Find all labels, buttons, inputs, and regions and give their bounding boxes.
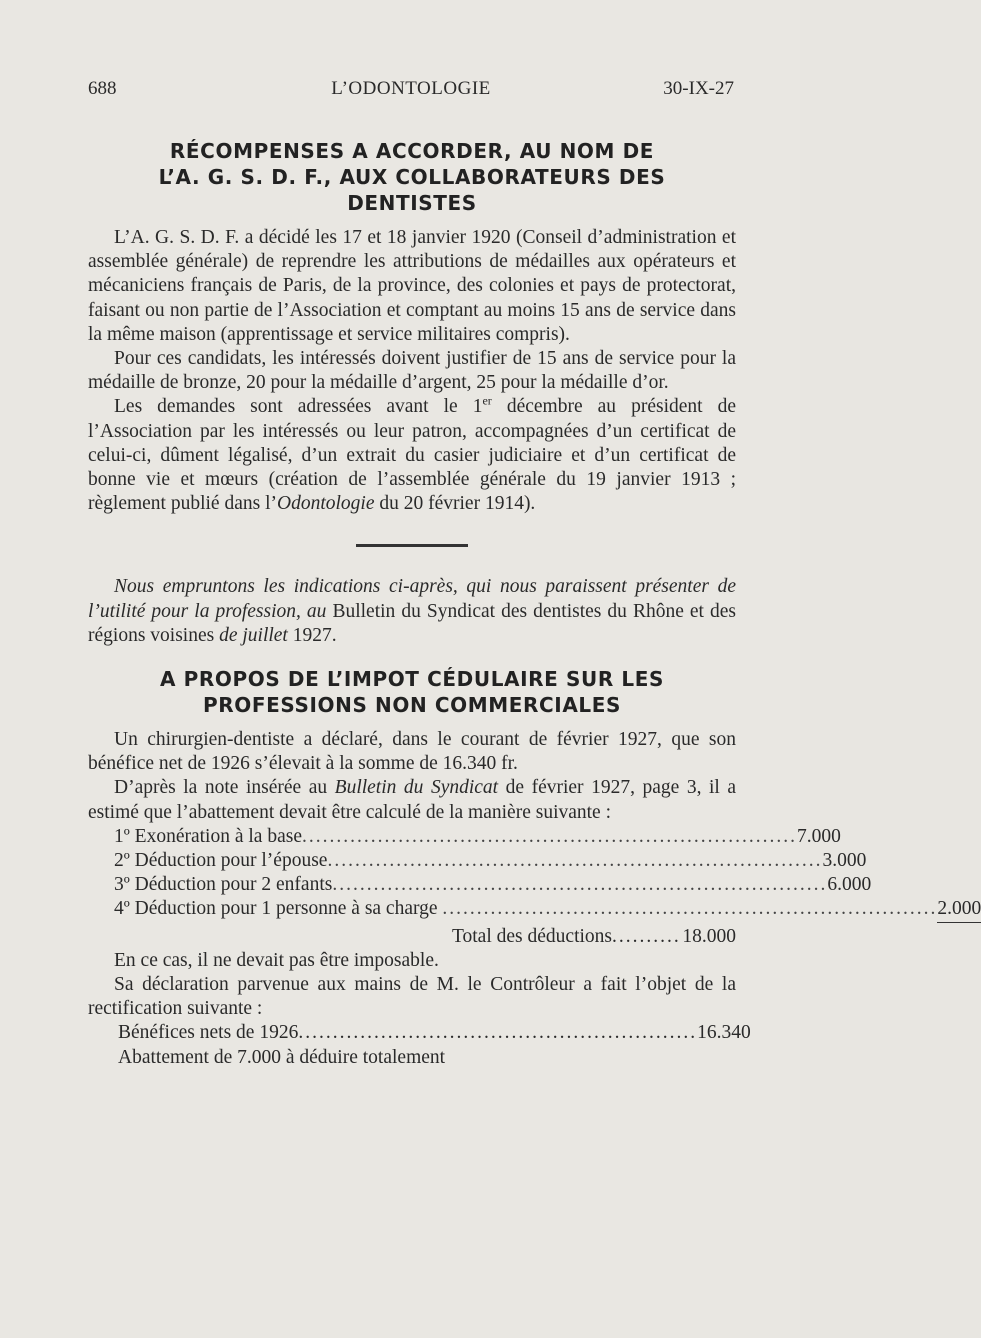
text-run: Bulletin du Syndicat des dentistes du Rhône et des régions voisines — [88, 600, 736, 646]
title-line: RÉCOMPENSES A ACCORDER, AU NOM DE — [169, 139, 655, 163]
total-row — [88, 925, 736, 949]
editorial-intro — [88, 575, 736, 648]
deduction-row — [88, 825, 841, 849]
text-run: D’après la note insérée au — [114, 777, 335, 799]
benefit-row — [88, 1021, 751, 1045]
benefit-value: 16.340 — [697, 1022, 751, 1044]
deduction-row — [88, 873, 872, 897]
issue-date: 30-IX-27 — [663, 78, 734, 99]
paragraph: En ce cas, il ne devait pas être imposable. — [114, 949, 439, 971]
deduction-label: 3º Déduction pour 2 enfants — [114, 874, 333, 896]
deduction-row — [88, 897, 981, 922]
deduction-label: 4º Déduction pour 1 personne à sa charge — [114, 898, 443, 920]
title-line: L’A. G. S. D. F., AUX COLLABORATEURS DES — [158, 165, 666, 189]
italic-run: Odontologie — [276, 493, 375, 515]
italic-run: Bulletin du Syndicat — [334, 777, 499, 799]
deduction-label: 2º Déduction pour l’épouse — [114, 850, 328, 872]
running-header — [88, 78, 734, 104]
italic-run: Nous empruntons les indications ci-après, qui nous paraissent présenter de l’utilité pour la profession, au — [88, 576, 736, 622]
deduction-value: 2.000 — [937, 897, 981, 922]
leader-dots: .......................................................... — [298, 1022, 698, 1044]
paragraph — [88, 395, 736, 516]
title-line: A PROPOS DE L’IMPOT CÉDULAIRE SUR LES — [160, 667, 664, 692]
text-run: Les demandes sont adressées avant le 1 — [114, 396, 483, 418]
section-title-awards — [88, 138, 736, 216]
total-value: 18.000 — [682, 925, 736, 947]
deduction-value: 7.000 — [796, 825, 841, 847]
leader-dots: ........................................................................ — [332, 874, 828, 896]
paragraph — [88, 776, 736, 824]
paragraph: L’A. G. S. D. F. a décidé les 17 et 18 janvier 1920 (Conseil d’administration et assemblée générale) de reprendre les attributions de médailles aux opérateurs et mécaniciens français de Paris, de la province, des colonies et pays de protectorat, faisant ou non partie de l’Association et comptant au moins 15 ans de service dans la même maison (apprentissage et service militaires compris). — [88, 227, 736, 345]
journal-title: L’ODONTOLOGIE — [331, 78, 491, 99]
leader-dots: .......... — [612, 925, 681, 947]
benefit-label: Bénéfices nets de 1926 — [118, 1022, 299, 1044]
leader-dots: ........................................................................ — [442, 898, 938, 920]
deduction-list — [88, 825, 981, 949]
section-divider — [356, 544, 468, 547]
paragraph: Un chirurgien-dentiste a déclaré, dans le courant de février 1927, que son bénéfice net de 1926 s’élevait à la somme de 16.340 fr. — [88, 729, 736, 775]
text-run: du 20 février 1914). — [374, 493, 536, 515]
text-run: de février 1927, page 3, il a estimé que l’abattement devait être calculé de la manière suivante : — [88, 777, 737, 823]
deduction-value: 3.000 — [822, 850, 867, 872]
italic-run: de juillet — [219, 624, 288, 646]
paragraph: Sa déclaration parvenue aux mains de M. le Contrôleur a fait l’objet de la rectification suivante : — [88, 974, 736, 1020]
leader-dots: ........................................................................ — [301, 825, 797, 847]
text-run: décembre au président de l’Association par les intéressés ou leur patron, accompagnées d’un certificat de celui-ci, dûment légalisé, d’un extrait du casier judiciaire et d’un certificat de bonne vie et mœurs (création de l’assemblée générale du 19 janvier 1913 ; règlement publié dans l’ — [88, 396, 736, 515]
page-number: 688 — [88, 78, 117, 99]
deduction-row — [88, 849, 867, 873]
deduction-value: 6.000 — [827, 874, 872, 896]
article-body — [88, 138, 981, 1070]
leader-dots: ........................................................................ — [327, 850, 823, 872]
title-line: DENTISTES — [347, 191, 477, 215]
superscript: er — [482, 393, 492, 408]
deduction-label: 1º Exonération à la base — [114, 825, 302, 847]
abatement-line: Abattement de 7.000 à déduire totalement — [118, 1046, 446, 1068]
section-title-tax — [88, 666, 736, 718]
paragraph: Pour ces candidats, les intéressés doivent justifier de 15 ans de service pour la médaille de bronze, 20 pour la médaille d’argent, 25 pour la médaille d’or. — [88, 348, 736, 394]
text-run: 1927. — [287, 624, 337, 646]
title-line: PROFESSIONS NON COMMERCIALES — [202, 693, 622, 718]
total-label: Total des déductions — [451, 925, 612, 947]
